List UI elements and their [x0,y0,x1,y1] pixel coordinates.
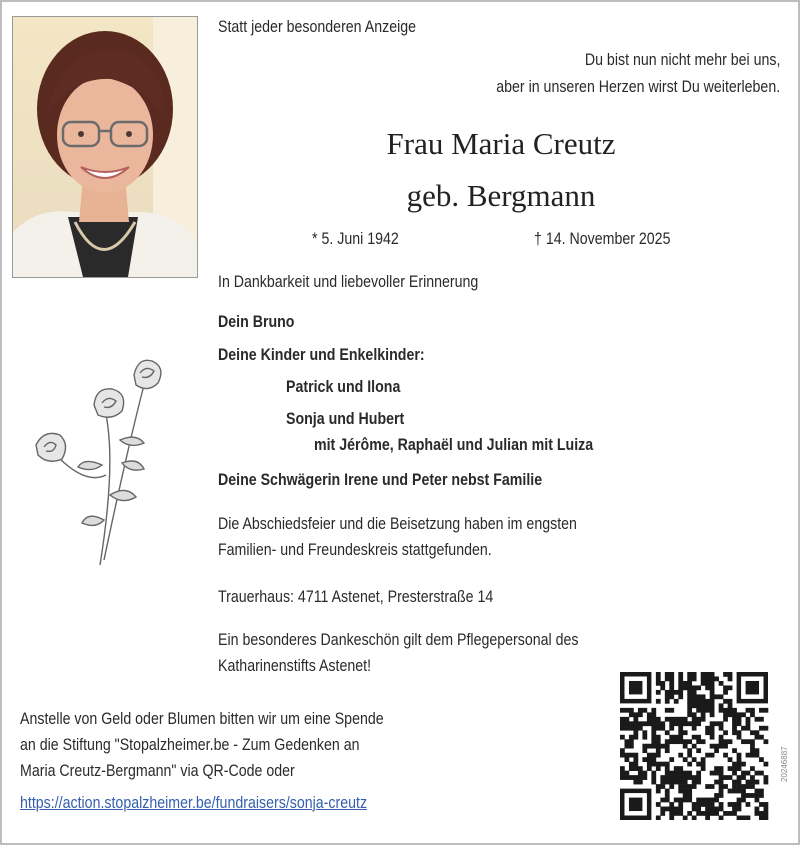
motto-line-2: aber in unseren Herzen wirst Du weiterleben. [496,78,780,96]
donation-link[interactable]: https://action.stopalzheimer.be/fundraisers/sonja-creutz [20,794,368,812]
mourner-line: Sonja und Hubert [286,410,405,428]
intro-text: In Dankbarkeit und liebevoller Erinnerung [218,273,479,291]
deceased-name: Frau Maria Creutz [386,126,616,161]
portrait-photo [12,16,198,278]
mourner-line: Deine Schwägerin Irene und Peter nebst Familie [218,471,543,489]
mourner-line: mit Jérôme, Raphaël und Julian mit Luiza [314,436,594,454]
mourner-line: Deine Kinder und Enkelkinder: [218,346,425,364]
qr-code-icon[interactable] [616,672,772,820]
ad-code: 20246887 [780,746,789,782]
farewell-line-1: Die Abschiedsfeier und die Beisetzung haben im engsten [218,515,577,533]
motto-line-1: Du bist nun nicht mehr bei uns, [584,51,780,69]
thanks-line-2: Katharinenstifts Astenet! [218,657,372,675]
deceased-maiden-name: geb. Bergmann [406,178,596,213]
mourner-line: Patrick und Ilona [286,378,401,396]
mourning-address: Trauerhaus: 4711 Astenet, Presterstraße 14 [218,588,494,606]
donation-line-3: Maria Creutz-Bergmann" via QR-Code oder [20,762,295,780]
donation-line-1: Anstelle von Geld oder Blumen bitten wir um eine Spende [20,710,384,728]
rose-drawing-icon [26,345,186,575]
death-date: † 14. November 2025 [534,230,671,248]
mourner-line: Dein Bruno [218,313,295,331]
notice-header: Statt jeder besonderen Anzeige [218,18,417,36]
farewell-line-2: Familien- und Freundeskreis stattgefunden. [218,541,492,559]
birth-date: * 5. Juni 1942 [312,230,399,248]
donation-line-2: an die Stiftung "Stopalzheimer.be - Zum Gedenken an [20,736,360,754]
thanks-line-1: Ein besonderes Dankeschön gilt dem Pflegepersonal des [218,631,579,649]
